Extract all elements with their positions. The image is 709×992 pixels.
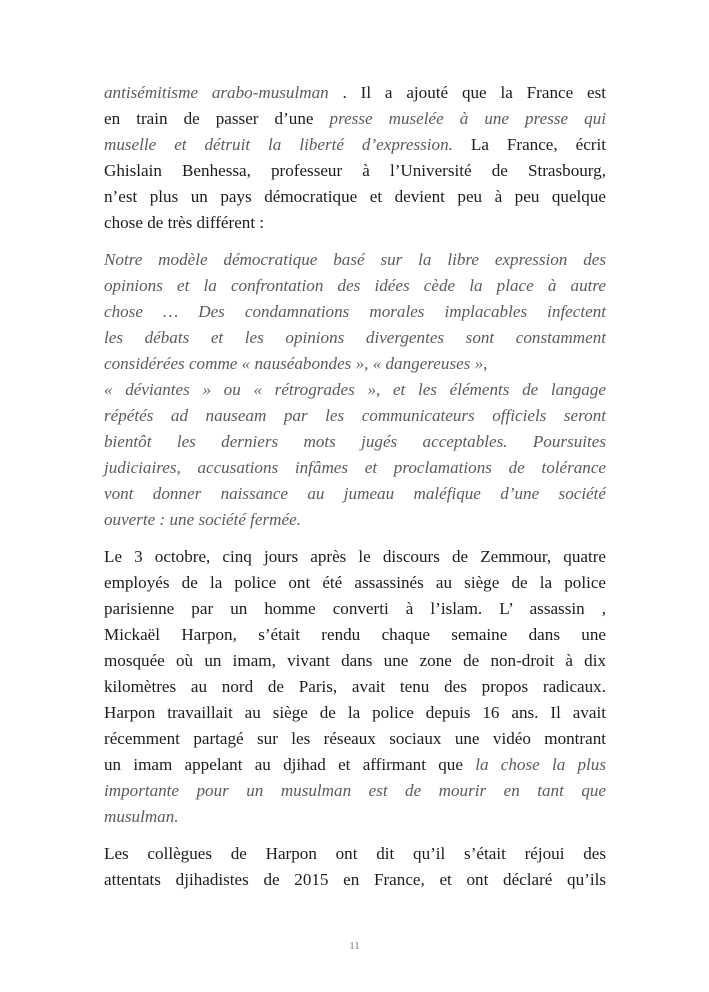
quote-line: ouverte : une société fermée. (104, 510, 301, 529)
document-page (104, 80, 606, 893)
p1-italic-phrase: antisémitisme arabo-musulman (104, 83, 329, 102)
paragraph-3 (104, 544, 606, 830)
quote-line: « déviantes » ou « rétrogrades », et les éléments de langage (104, 380, 606, 399)
p3-line-11: musulman. (104, 807, 179, 826)
quote-line: répétés ad nauseam par les communicateurs officiels seront (104, 406, 606, 425)
quote-line: opinions et la confrontation des idées cède la place à autre (104, 276, 606, 295)
paragraph-4 (104, 841, 606, 893)
p4-line: Les collègues de Harpon ont dit qu’il s’était réjoui des (104, 844, 606, 863)
p3-line: employés de la police ont été assassinés au siège de la police (104, 573, 606, 592)
p1-line-3 (104, 132, 606, 158)
quote-line: les débats et les opinions divergentes sont constamment (104, 328, 606, 347)
p3-line-10: importante pour un musulman est de mourir en tant que (104, 781, 606, 800)
p3-line: Harpon travaillait au siège de la police depuis 16 ans. Il avait (104, 703, 606, 722)
quote-line: vont donner naissance au jumeau maléfique d’une société (104, 484, 606, 503)
quote-line: bientôt les derniers mots jugés acceptables. Poursuites (104, 432, 606, 451)
p1-line-6: chose de très différent : (104, 213, 265, 232)
quote-line: Notre modèle démocratique basé sur la libre expression des (104, 250, 606, 269)
p3-line: kilomètres au nord de Paris, avait tenu des propos radicaux. (104, 677, 606, 696)
p3-line: Mickaël Harpon, s’était rendu chaque semaine dans une (104, 625, 606, 644)
quote-line: considérées comme « nauséabondes », « dangereuses », (104, 354, 488, 373)
p1-italic-quote-2: muselle et détruit la liberté d’expression. (104, 135, 453, 154)
p1-line-4: Ghislain Benhessa, professeur à l’Université de Strasbourg, (104, 161, 606, 180)
p3-line9-text: un imam appelant au djihad et affirmant que (104, 755, 476, 774)
p4-line: attentats djihadistes de 2015 en France, et ont déclaré qu’ils (104, 870, 606, 889)
p1-line2-text: en train de passer d’une (104, 109, 330, 128)
p1-line-5: n’est plus un pays démocratique et devient peu à peu quelque (104, 187, 606, 206)
p3-line-9 (104, 752, 606, 778)
block-quote (104, 247, 606, 533)
p1-line-2 (104, 106, 606, 132)
p3-line: mosquée où un imam, vivant dans une zone de non-droit à dix (104, 651, 606, 670)
p3-line: Le 3 octobre, cinq jours après le discours de Zemmour, quatre (104, 547, 606, 566)
quote-line: chose … Des condamnations morales implacables infectent (104, 302, 606, 321)
quote-line: judiciaires, accusations infâmes et proclamations de tolérance (104, 458, 606, 477)
page-number: 11 (349, 940, 360, 952)
p1-line3-text: La France, écrit (452, 135, 606, 154)
p1-line-1 (104, 80, 606, 106)
paragraph-1 (104, 80, 606, 236)
p1-italic-quote-1: presse muselée à une presse qui (329, 109, 606, 128)
p3-line: récemment partagé sur les réseaux sociaux une vidéo montrant (104, 729, 606, 748)
p3-line: parisienne par un homme converti à l’islam. L’ assassin , (104, 599, 606, 618)
p3-line9-italic: la chose la plus (475, 755, 607, 774)
p1-text: . Il a ajouté que la France est (328, 83, 606, 102)
